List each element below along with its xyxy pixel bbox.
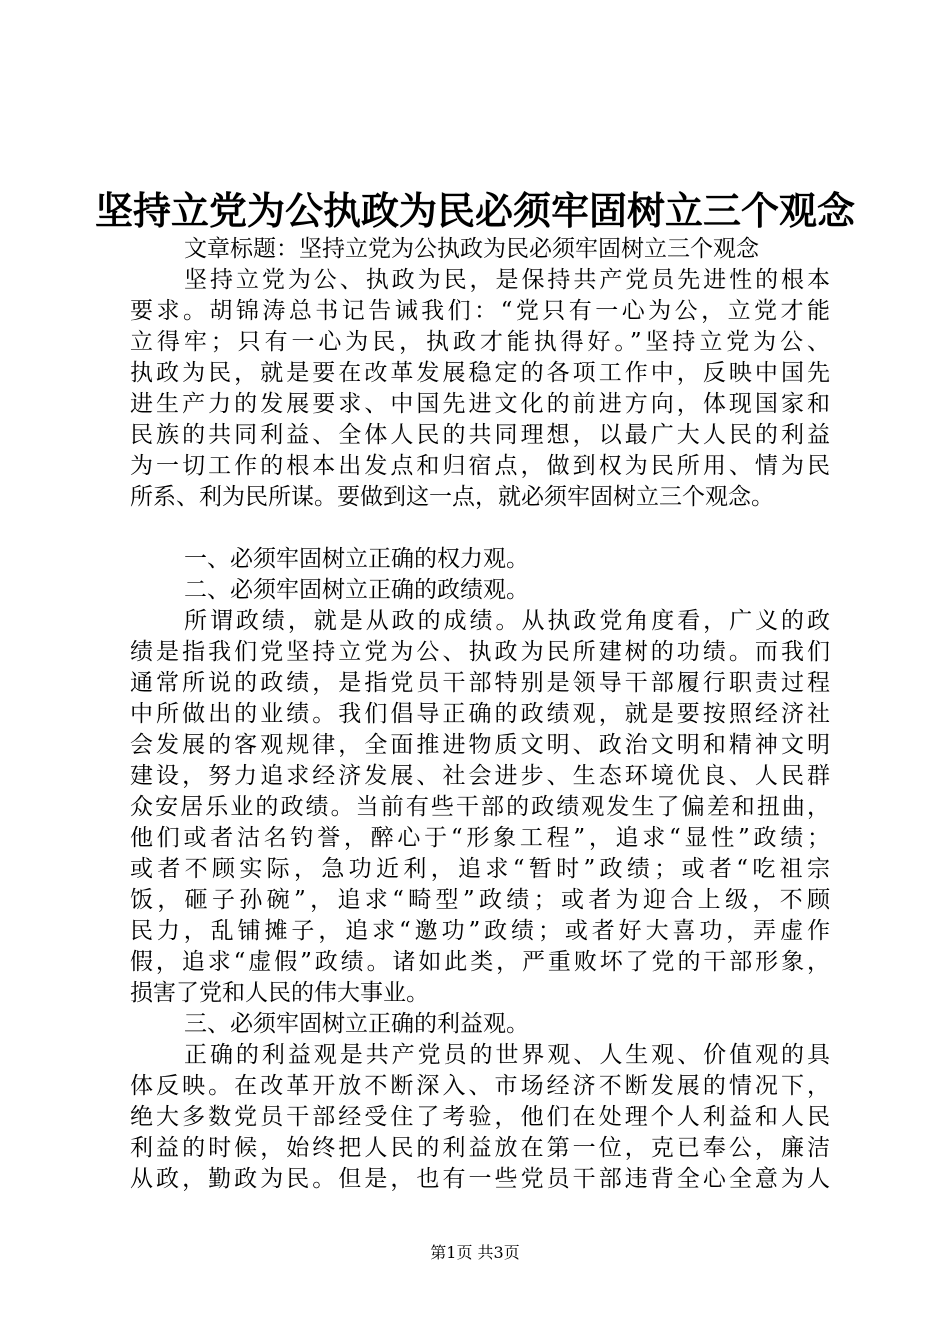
paragraph-line: 通常所说的政绩，是指党员干部特别是领导干部履行职责过程 xyxy=(130,670,830,696)
paragraph-line: 进生产力的发展要求、中国先进文化的前进方向，体现国家和 xyxy=(130,391,830,417)
paragraph-line: 中所做出的业绩。我们倡导正确的政绩观，就是要按照经济社 xyxy=(130,701,830,727)
paragraph-line: 或者不顾实际，急功近利，追求“暂时”政绩；或者“吃祖宗 xyxy=(130,856,830,882)
paragraph-line: 为一切工作的根本出发点和归宿点，做到权为民所用、情为民 xyxy=(130,453,830,479)
paragraph-line: 体反映。在改革开放不断深入、市场经济不断发展的情况下， xyxy=(130,1073,830,1099)
article-title-line: 文章标题：坚持立党为公执政为民必须牢固树立三个观念 xyxy=(184,236,759,262)
document-body xyxy=(130,234,830,1195)
paragraph-line: 立得牢；只有一心为民，执政才能执得好。”坚持立党为公、 xyxy=(130,329,830,355)
paragraph-line: 民族的共同利益、全体人民的共同理想，以最广大人民的利益 xyxy=(130,422,830,448)
paragraph-line: 饭，砸子孙碗”，追求“畸型”政绩；或者为迎合上级，不顾 xyxy=(130,887,830,913)
page-number-footer: 第1页 共3页 xyxy=(430,1243,520,1262)
blank-line xyxy=(130,513,830,544)
section-heading: 三、必须牢固树立正确的利益观。 xyxy=(184,1011,529,1037)
paragraph-line: 假，追求“虚假”政绩。诸如此类，严重败坏了党的干部形象， xyxy=(130,949,830,975)
paragraph-line: 众安居乐业的政绩。当前有些干部的政绩观发生了偏差和扭曲， xyxy=(130,794,830,820)
paragraph-line: 从政，勤政为民。但是，也有一些党员干部违背全心全意为人 xyxy=(130,1166,830,1192)
paragraph-line: 利益的时候，始终把人民的利益放在第一位，克已奉公，廉洁 xyxy=(130,1135,830,1161)
paragraph-line: 民力，乱铺摊子，追求“邀功”政绩；或者好大喜功，弄虚作 xyxy=(130,918,830,944)
document-title: 坚持立党为公执政为民必须牢固树立三个观念 xyxy=(94,188,855,233)
section-heading: 一、必须牢固树立正确的权力观。 xyxy=(184,546,529,572)
paragraph-line: 执政为民，就是要在改革发展稳定的各项工作中，反映中国先 xyxy=(130,360,830,386)
paragraph-line: 会发展的客观规律，全面推进物质文明、政治文明和精神文明 xyxy=(130,732,830,758)
paragraph-line: 绝大多数党员干部经受住了考验，他们在处理个人利益和人民 xyxy=(130,1104,830,1130)
paragraph-line: 所谓政绩，就是从政的成绩。从执政党角度看，广义的政 xyxy=(184,608,830,634)
paragraph-line: 绩是指我们党坚持立党为公、执政为民所建树的功绩。而我们 xyxy=(130,639,830,665)
paragraph-line: 要求。胡锦涛总书记告诫我们：“党只有一心为公，立党才能 xyxy=(130,298,830,324)
paragraph-line: 坚持立党为公、执政为民，是保持共产党员先进性的根本 xyxy=(184,267,830,293)
paragraph-line: 正确的利益观是共产党员的世界观、人生观、价值观的具 xyxy=(184,1042,830,1068)
paragraph-line: 建设，努力追求经济发展、社会进步、生态环境优良、人民群 xyxy=(130,763,830,789)
section-heading: 二、必须牢固树立正确的政绩观。 xyxy=(184,577,529,603)
paragraph-line: 所系、利为民所谋。要做到这一点，就必须牢固树立三个观念。 xyxy=(130,484,774,510)
paragraph-line: 损害了党和人民的伟大事业。 xyxy=(130,980,429,1006)
paragraph-line: 他们或者沽名钓誉，醉心于“形象工程”，追求“显性”政绩； xyxy=(130,825,830,851)
